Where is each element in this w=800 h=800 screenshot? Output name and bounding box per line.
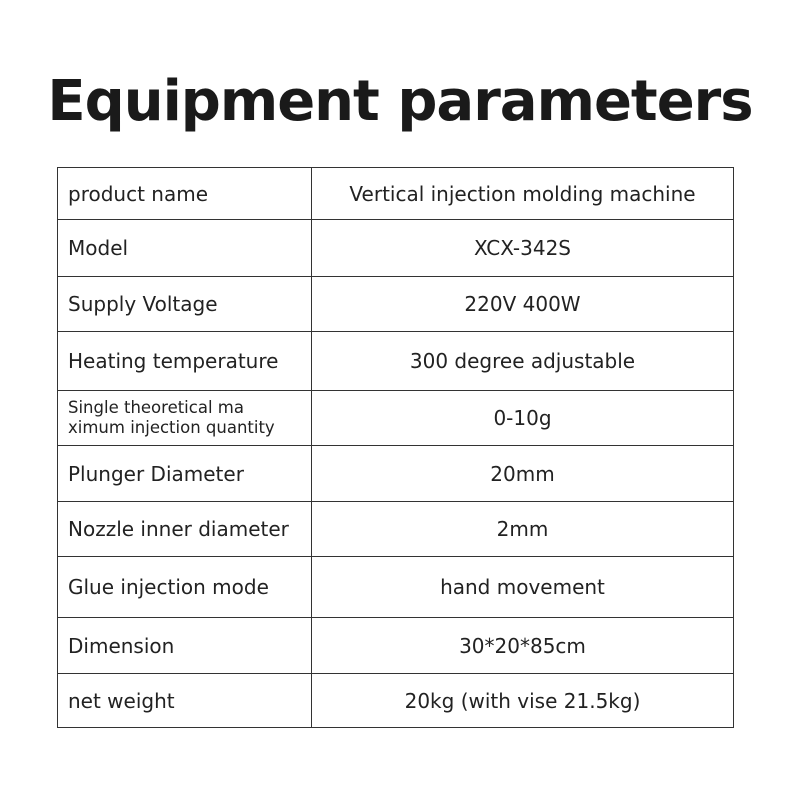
row-label: net weight [58,674,312,728]
table-row [58,446,734,502]
row-label: Single theoretical ma ximum injection quantity [58,391,312,446]
row-value: 0-10g [312,391,734,446]
row-label: Nozzle inner diameter [58,502,312,557]
row-label: Dimension [58,618,312,674]
row-label: Glue injection mode [58,557,312,618]
table-row [58,674,734,728]
table-row [58,502,734,557]
page-title: Equipment parameters [47,69,753,134]
row-value: 20mm [312,446,734,502]
table-row [58,277,734,332]
table-row [58,168,734,220]
row-value: XCX-342S [312,220,734,277]
row-value: Vertical injection molding machine [312,168,734,220]
row-label: product name [58,168,312,220]
table-row [58,557,734,618]
row-label: Plunger Diameter [58,446,312,502]
row-value: 20kg (with vise 21.5kg) [312,674,734,728]
row-value: 300 degree adjustable [312,332,734,391]
table-row [58,332,734,391]
table-row [58,220,734,277]
row-value: 30*20*85cm [312,618,734,674]
row-label: Heating temperature [58,332,312,391]
table-row [58,391,734,446]
row-label: Model [58,220,312,277]
row-value: 220V 400W [312,277,734,332]
table-row [58,618,734,674]
row-label: Supply Voltage [58,277,312,332]
parameters-table [57,167,734,728]
row-value: hand movement [312,557,734,618]
row-value: 2mm [312,502,734,557]
